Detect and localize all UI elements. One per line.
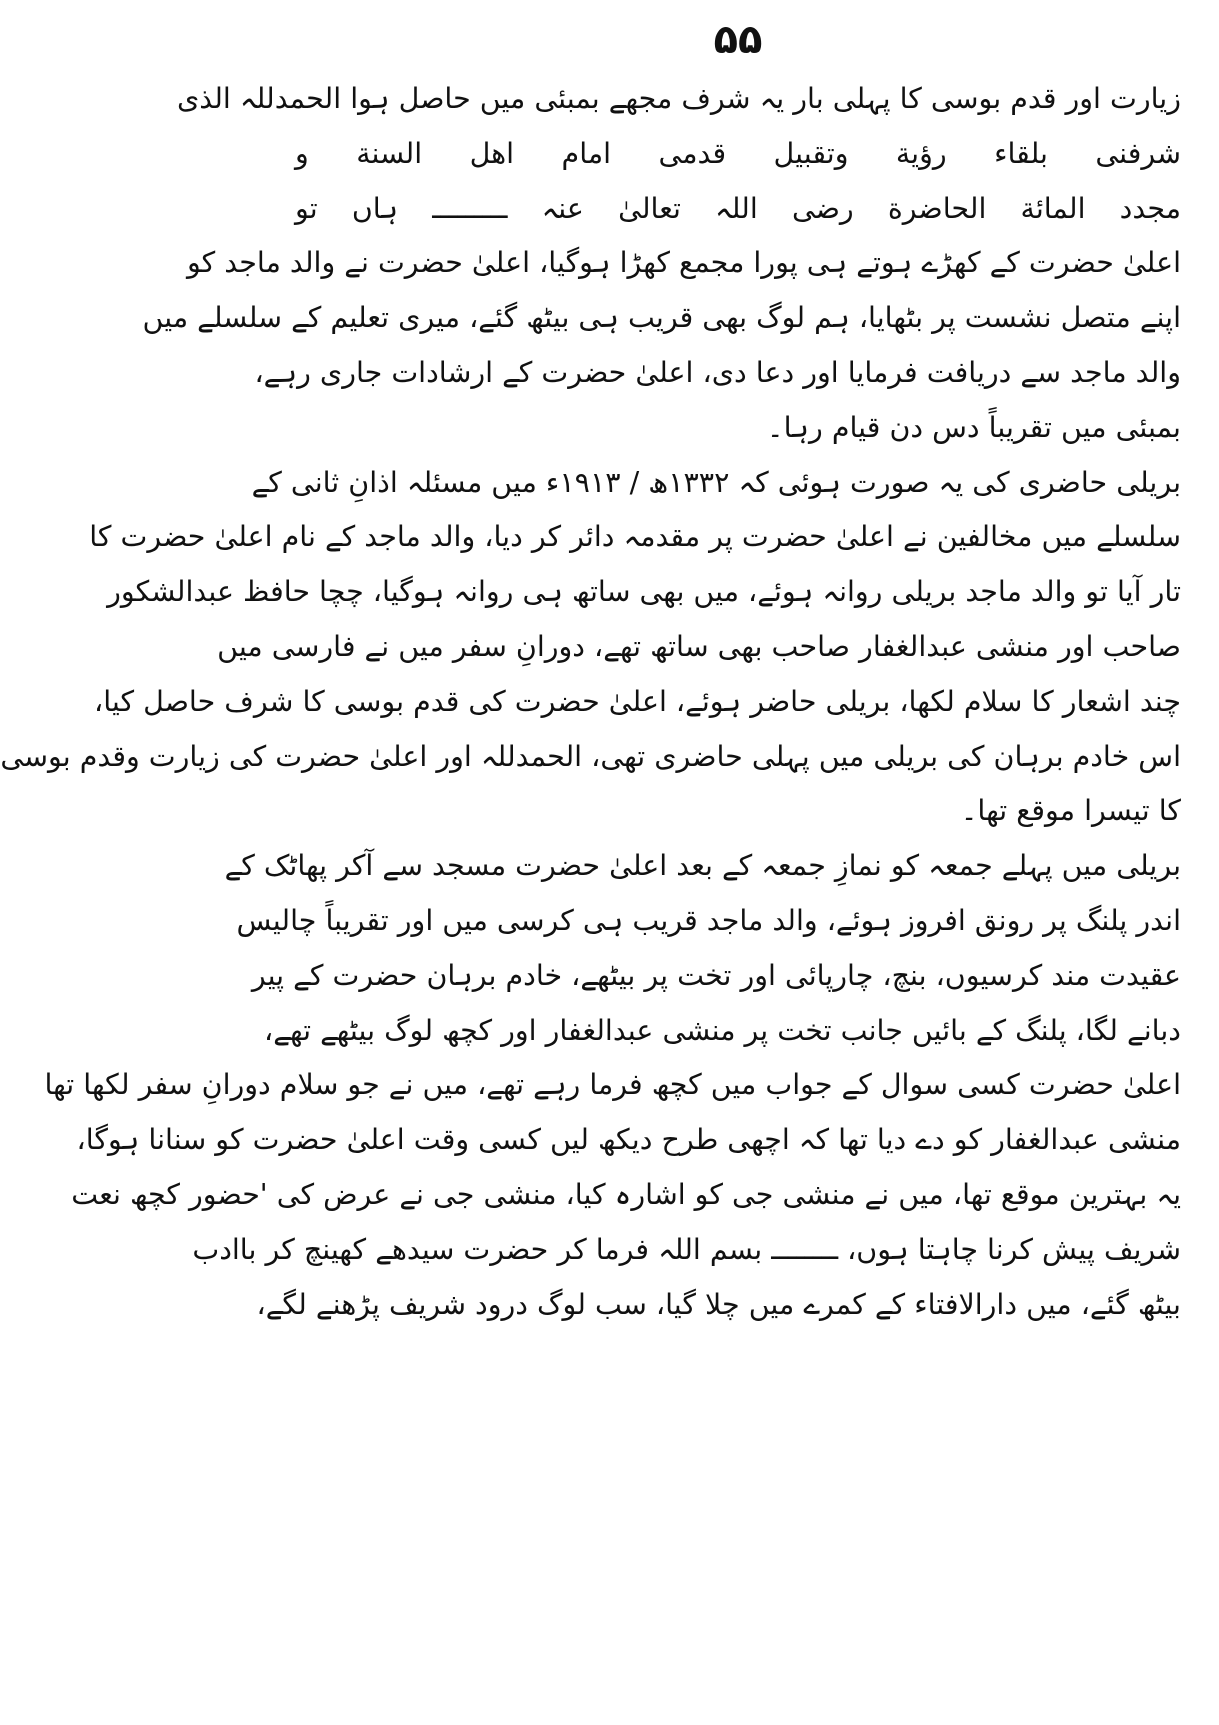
text-line: اس خادم برہان کی بریلی میں پہلی حاضری تھی، الحمدللہ اور اعلیٰ حضرت کی زیارت وقدم بوسی (0, 739, 1181, 773)
page-body (0, 72, 1181, 1332)
text-line: منشی عبدالغفار کو دے دیا تھا کہ اچھی طرح دیکھ لیں کسی وقت اعلیٰ حضرت کو سنانا ہوگا، (76, 1123, 1181, 1157)
text-line: تار آیا تو والد ماجد بریلی روانہ ہوئے، میں بھی ساتھ ہی روانہ ہوگیا، چچا حافظ عبدالشکور (107, 575, 1181, 609)
text-line: دبانے لگا، پلنگ کے بائیں جانب تخت پر منشی عبدالغفار اور کچھ لوگ بیٹھے تھے، (264, 1013, 1181, 1047)
text-line: زیارت اور قدم بوسی کا پہلی بار یہ شرف مجھے بمبئی میں حاصل ہوا الحمدللہ الذی (176, 82, 1181, 115)
text-line: والد ماجد سے دریافت فرمایا اور دعا دی، اعلیٰ حضرت کے ارشادات جاری رہے، (254, 355, 1181, 389)
text-line: چند اشعار کا سلام لکھا، بریلی حاضر ہوئے، اعلیٰ حضرت کی قدم بوسی کا شرف حاصل کیا، (94, 684, 1181, 718)
text-line: یہ بہترین موقع تھا، میں نے منشی جی کو اشارہ کیا، منشی جی نے عرض کی 'حضور کچھ نعت (71, 1177, 1181, 1211)
text-line: صاحب اور منشی عبدالغفار صاحب بھی ساتھ تھے، دورانِ سفر میں نے فارسی میں (217, 629, 1181, 663)
text-line: سلسلے میں مخالفین نے اعلیٰ حضرت پر مقدمہ دائر کر دیا، والد ماجد کے نام اعلیٰ حضرت کا (89, 520, 1181, 554)
page-number: ۵۵ (713, 17, 763, 63)
text-line: بیٹھ گئے، میں دارالافتاء کے کمرے میں چلا گیا، سب لوگ درود شریف پڑھنے لگے، (256, 1287, 1181, 1321)
text-line: اعلیٰ حضرت کے کھڑے ہوتے ہی پورا مجمع کھڑا ہوگیا، اعلیٰ حضرت نے والد ماجد کو (186, 246, 1181, 280)
text-line: عقیدت مند کرسیوں، بنچ، چارپائی اور تخت پر بیٹھے، خادم برہان حضرت کے پیر (251, 958, 1181, 992)
text-line: کا تیسرا موقع تھا۔ (960, 794, 1181, 828)
text-line: اپنے متصل نشست پر بٹھایا، ہم لوگ بھی قریب ہی بیٹھ گئے، میری تعلیم کے سلسلے میں (142, 301, 1181, 335)
text-line: اعلیٰ حضرت کسی سوال کے جواب میں کچھ فرما رہے تھے، میں نے جو سلام دورانِ سفر لکھا تھا (44, 1068, 1181, 1102)
text-line: شریف پیش کرنا چاہتا ہوں، ــــــــ بسم اللہ فرما کر حضرت سیدھے کھینچ کر باادب (192, 1232, 1181, 1266)
text-line: شرفنی بلقاء رؤیة وتقبیل قدمی امام اھل السنة و (295, 136, 1181, 170)
text-line: اندر پلنگ پر رونق افروز ہوئے، والد ماجد قریب ہی کرسی میں اور تقریباً چالیس (236, 903, 1181, 937)
text-line: بریلی میں پہلے جمعہ کو نمازِ جمعہ کے بعد اعلیٰ حضرت مسجد سے آکر پھاٹک کے (224, 849, 1181, 883)
text-line: بریلی حاضری کی یہ صورت ہوئی کہ ۱۳۳۲ھ / ۱۹۱۳ء میں مسئلہ اذانِ ثانی کے (251, 465, 1181, 499)
text-line: مجدد المائة الحاضرة رضی اللہ تعالیٰ عنہ ـــــــــ ہاں تو (295, 191, 1181, 225)
text-line: بمبئی میں تقریباً دس دن قیام رہا۔ (766, 410, 1181, 444)
